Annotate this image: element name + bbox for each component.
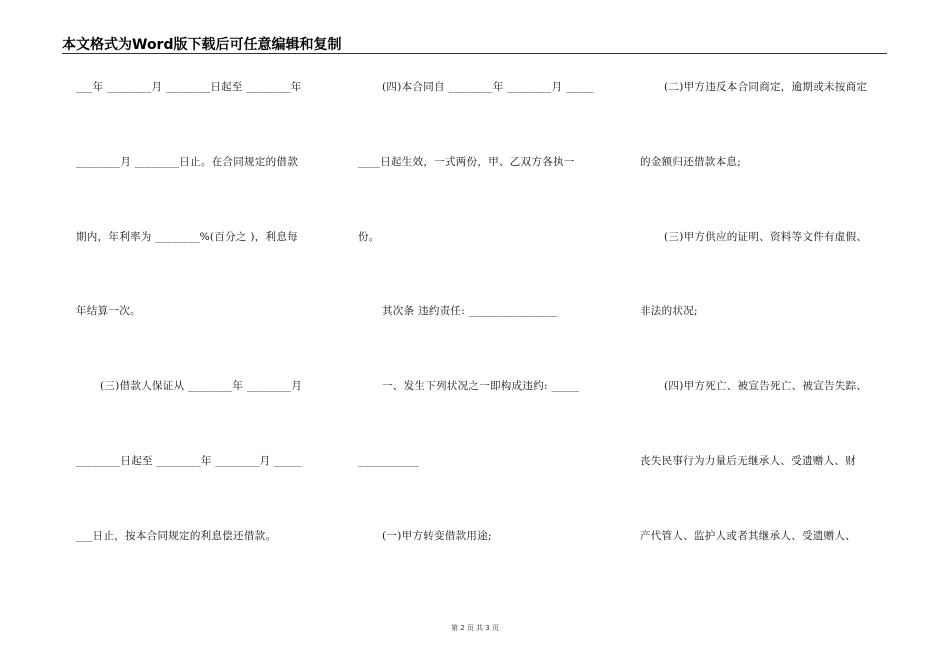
col2-line-4: 其次条 违约责任: ________________ [382, 305, 558, 317]
col2-line-1: (四)本合同自 ________年 ________月 _____ [382, 81, 594, 93]
col1-line-4: 年结算一次。 [76, 305, 141, 317]
col2-line-2: ____日起生效，一式两份，甲、乙双方各执一 [358, 156, 575, 168]
col3-line-5: (四)甲方死亡、被宣告死亡、被宣告失踪、 [664, 380, 868, 392]
col3-line-2: 的金额归还借款本息; [640, 156, 742, 168]
page-number-footer: 第 2 页 共 3 页 [450, 624, 500, 632]
col1-line-7: ___日止，按本合同规定的利息偿还借款。 [76, 530, 277, 542]
col2-line-3: 份。 [358, 231, 380, 243]
col1-line-5: (三)借款人保证从 ________年 ________月 [100, 380, 303, 392]
col1-line-2: ________月 ________日止。在合同规定的借款 [76, 156, 299, 168]
col1-line-1: ___年 ________月 ________日起至 ________年 [76, 81, 302, 93]
col3-line-4: 非法的状况; [640, 305, 698, 317]
col2-line-7: (一)甲方转变借款用途; [382, 530, 492, 542]
col3-line-6: 丧失民事行为力量后无继承人、受遗赠人、财 [640, 455, 856, 467]
document-header-title: 本文格式为Word版下载后可任意编辑和复制 [62, 37, 342, 53]
col2-line-5: 一、发生下列状况之一即构成违约: _____ [382, 380, 580, 392]
col3-line-3: (三)甲方供应的证明、资料等文件有虚假、 [664, 231, 868, 243]
header-divider [62, 53, 887, 54]
col1-line-6: ________日起至 ________年 ________月 _____ [76, 455, 302, 467]
col3-line-1: (二)甲方违反本合同商定，逾期或未按商定 [664, 81, 868, 93]
col2-line-6: ___________ [358, 455, 420, 467]
col3-line-7: 产代管人、监护人或者其继承人、受遗赠人、 [640, 530, 856, 542]
col1-line-3: 期内，年利率为 ________%(百分之 )，利息每 [76, 231, 298, 243]
